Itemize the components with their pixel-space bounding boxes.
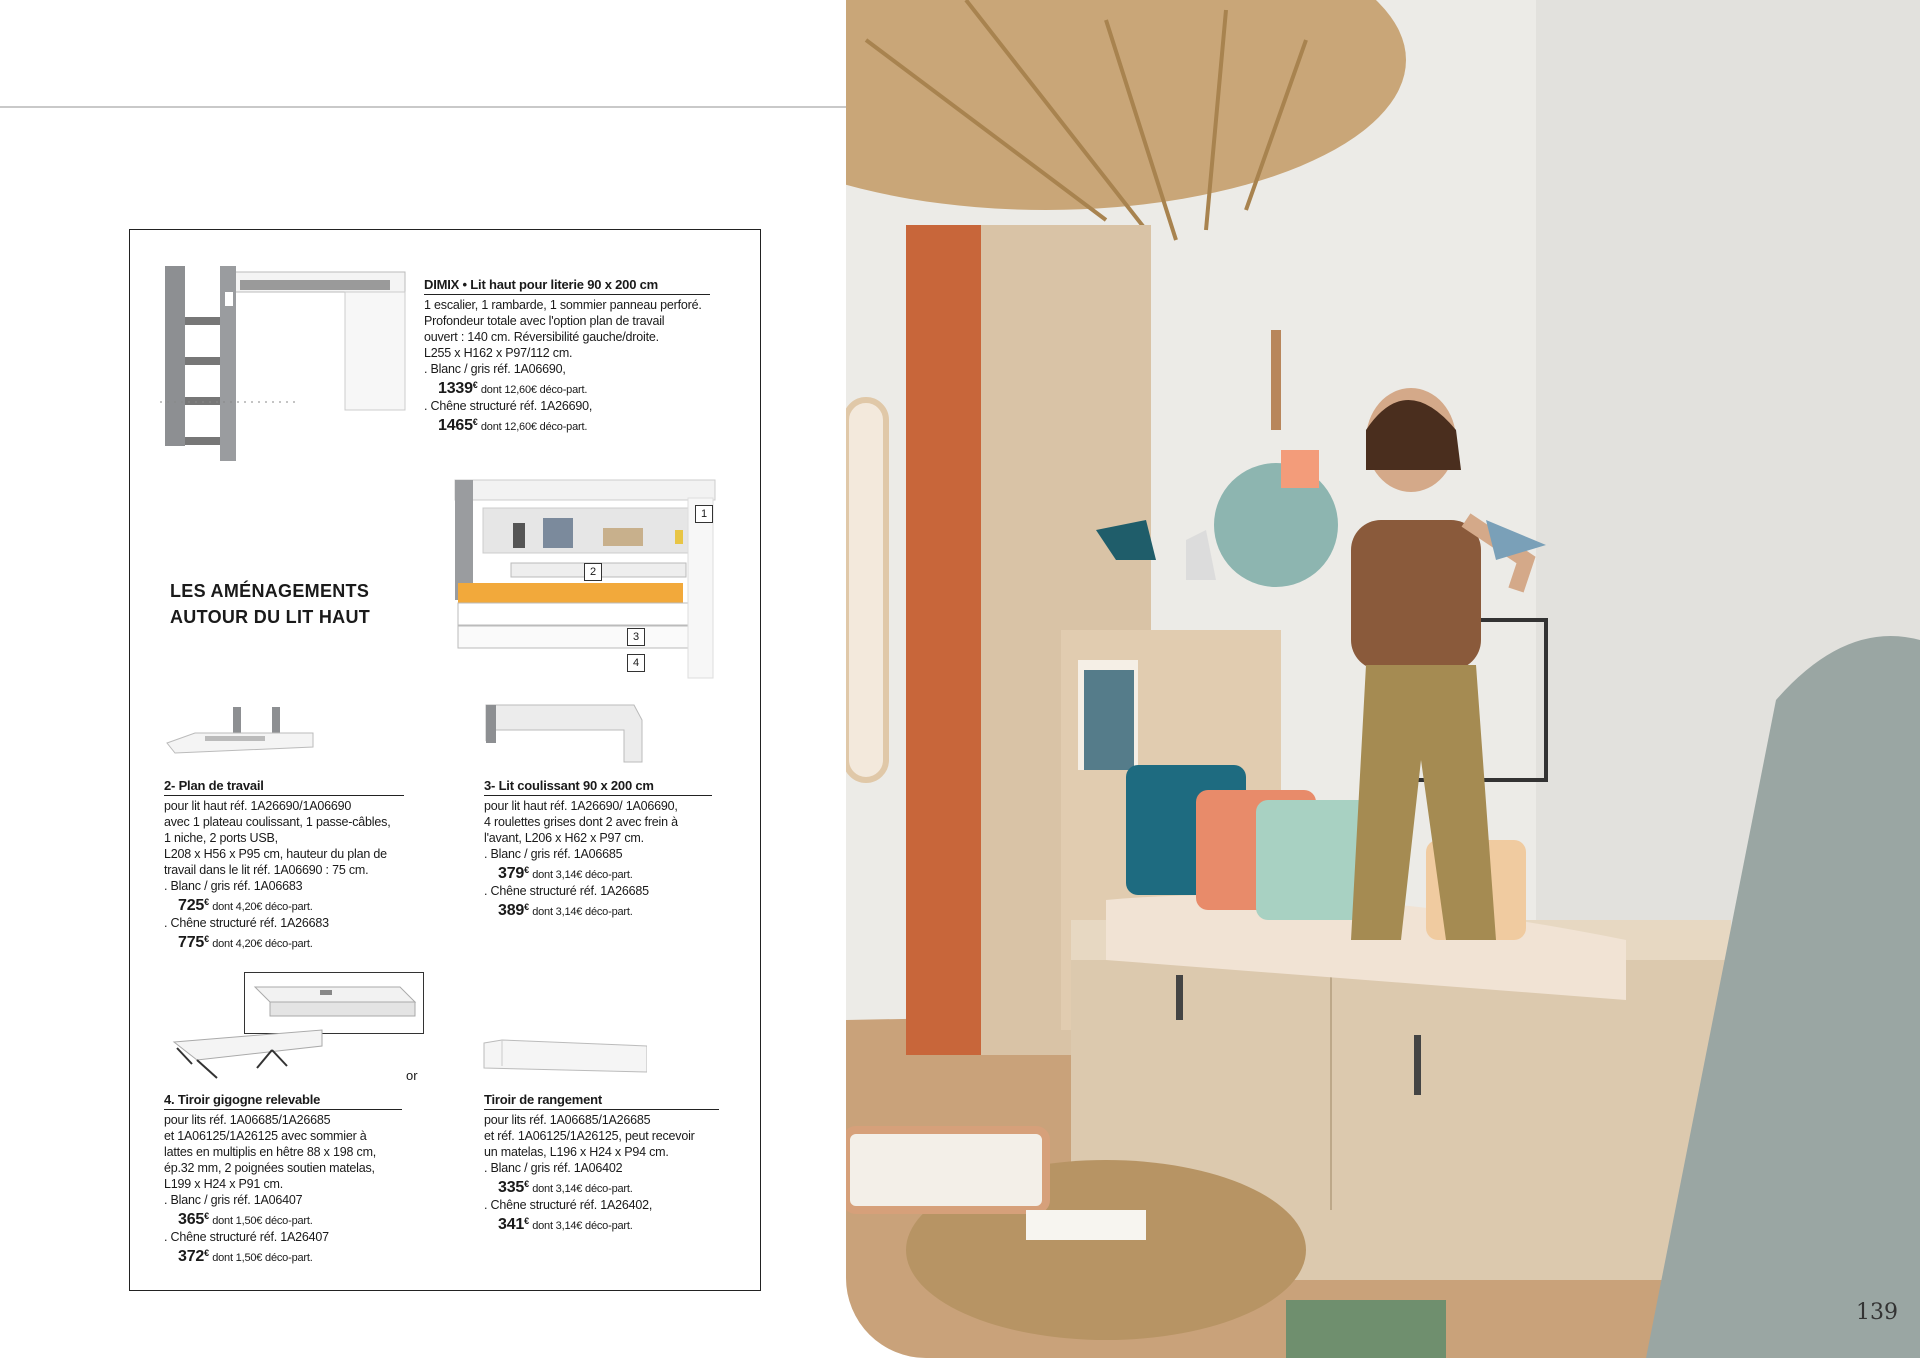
option-label: . Chêne structuré réf. 1A26683 bbox=[164, 916, 329, 931]
price: 1339 bbox=[438, 380, 473, 398]
option-label: . Blanc / gris réf. 1A06402 bbox=[484, 1161, 623, 1175]
price: 775 bbox=[178, 934, 205, 952]
storage-drawer-illustration bbox=[482, 1038, 647, 1078]
price: 341 bbox=[498, 1216, 525, 1234]
currency: € bbox=[524, 1179, 529, 1189]
product-tiroir-gigogne bbox=[164, 1092, 402, 1266]
trundle-bed-illustration bbox=[484, 700, 644, 765]
section-heading-line2: AUTOUR DU LIT HAUT bbox=[170, 607, 371, 627]
product-title: Tiroir de rangement bbox=[484, 1092, 719, 1110]
description-line: pour lit haut réf. 1A26690/1A06690 bbox=[164, 799, 352, 813]
eco-participation: dont 1,50€ déco-part. bbox=[212, 1252, 313, 1265]
price: 1465 bbox=[438, 417, 473, 435]
description-line: Profondeur totale avec l'option plan de travail bbox=[424, 314, 665, 328]
option-label: . Blanc / gris réf. 1A06683 bbox=[164, 879, 303, 893]
price-line bbox=[164, 931, 404, 952]
eco-participation: dont 3,14€ déco-part. bbox=[532, 869, 633, 882]
description-line: l'avant, L206 x H62 x P97 cm. bbox=[484, 831, 644, 845]
header-rule bbox=[0, 106, 846, 108]
description-line: L255 x H162 x P97/112 cm. bbox=[424, 346, 573, 360]
eco-participation: dont 12,60€ déco-part. bbox=[480, 421, 588, 434]
price-line bbox=[484, 1176, 719, 1197]
description-line: pour lit haut réf. 1A26690/ 1A06690, bbox=[484, 799, 678, 813]
eco-participation: dont 3,14€ déco-part. bbox=[532, 1220, 633, 1233]
callout-4: 4 bbox=[627, 654, 645, 672]
currency: € bbox=[524, 902, 529, 913]
description-line: et 1A06125/1A26125 avec sommier à bbox=[164, 1129, 367, 1143]
lifestyle-photo bbox=[846, 0, 1920, 1358]
product-dimix bbox=[424, 277, 710, 435]
currency: € bbox=[472, 417, 478, 428]
description-line: pour lits réf. 1A06685/1A26685 bbox=[484, 1113, 651, 1127]
description-line: ouvert : 140 cm. Réversibilité gauche/droite. bbox=[424, 330, 659, 344]
bedroom-scene bbox=[846, 0, 1920, 1358]
product-title: 2- Plan de travail bbox=[164, 778, 404, 796]
currency: € bbox=[204, 897, 209, 907]
option-label: . Chêne structuré réf. 1A26690, bbox=[424, 399, 593, 414]
or-label: or bbox=[406, 1068, 418, 1083]
description-line: L199 x H24 x P91 cm. bbox=[164, 1177, 283, 1191]
callout-1: 1 bbox=[695, 505, 713, 523]
option-label: . Blanc / gris réf. 1A06685 bbox=[484, 847, 623, 861]
price: 725 bbox=[178, 897, 205, 915]
currency: € bbox=[472, 380, 478, 390]
lifting-drawer-illustration bbox=[172, 1028, 327, 1083]
price: 365 bbox=[178, 1211, 205, 1229]
description-line: L208 x H56 x P95 cm, hauteur du plan de bbox=[164, 847, 387, 861]
price-line bbox=[484, 1213, 719, 1234]
description-line: pour lits réf. 1A06685/1A26685 bbox=[164, 1113, 331, 1127]
callout-2: 2 bbox=[584, 563, 602, 581]
price-line bbox=[484, 899, 712, 920]
description-line: un matelas, L196 x H24 x P94 cm. bbox=[484, 1145, 669, 1159]
description-line: 4 roulettes grises dont 2 avec frein à bbox=[484, 815, 678, 829]
option-label: . Chêne structuré réf. 1A26402, bbox=[484, 1198, 653, 1213]
price: 372 bbox=[178, 1248, 205, 1266]
currency: € bbox=[204, 1211, 209, 1221]
product-plan-de-travail bbox=[164, 778, 404, 952]
option-label: . Blanc / gris réf. 1A06690, bbox=[424, 362, 566, 376]
product-lit-coulissant bbox=[484, 778, 712, 920]
description-line: 1 niche, 2 ports USB, bbox=[164, 831, 278, 845]
price-line bbox=[164, 1245, 402, 1266]
eco-participation: dont 4,20€ déco-part. bbox=[212, 901, 313, 914]
callout-3: 3 bbox=[627, 628, 645, 646]
section-heading-line1: LES AMÉNAGEMENTS bbox=[170, 581, 370, 601]
option-label: . Chêne structuré réf. 1A26407 bbox=[164, 1230, 329, 1245]
description-line: et réf. 1A06125/1A26125, peut recevoir bbox=[484, 1129, 695, 1143]
description-line: lattes en multiplis en hêtre 88 x 198 cm, bbox=[164, 1145, 377, 1159]
description-line: travail dans le lit réf. 1A06690 : 75 cm. bbox=[164, 863, 369, 877]
desk-illustration bbox=[165, 705, 315, 760]
eco-participation: dont 3,14€ déco-part. bbox=[532, 1183, 633, 1196]
eco-participation: dont 3,14€ déco-part. bbox=[532, 906, 633, 919]
price-line bbox=[424, 414, 710, 435]
product-title: 3- Lit coulissant 90 x 200 cm bbox=[484, 778, 712, 796]
price: 335 bbox=[498, 1179, 525, 1197]
price-line bbox=[424, 377, 710, 398]
page-number: 139 bbox=[1856, 1300, 1898, 1325]
option-label: . Chêne structuré réf. 1A26685 bbox=[484, 884, 649, 899]
price: 379 bbox=[498, 865, 525, 883]
description-line: 1 escalier, 1 rambarde, 1 sommier panneau perforé. bbox=[424, 298, 702, 312]
product-title: DIMIX • Lit haut pour literie 90 x 200 cm bbox=[424, 277, 710, 295]
price: 389 bbox=[498, 902, 525, 920]
trundle-detail-illustration bbox=[250, 982, 418, 1026]
eco-participation: dont 1,50€ déco-part. bbox=[212, 1215, 313, 1228]
description-line: ép.32 mm, 2 poignées soutien matelas, bbox=[164, 1161, 375, 1175]
product-title: 4. Tiroir gigogne relevable bbox=[164, 1092, 402, 1110]
price-line bbox=[164, 894, 404, 915]
eco-participation: dont 4,20€ déco-part. bbox=[212, 938, 313, 951]
option-label: . Blanc / gris réf. 1A06407 bbox=[164, 1193, 303, 1207]
description-line: avec 1 plateau coulissant, 1 passe-câbles, bbox=[164, 815, 391, 829]
currency: € bbox=[204, 934, 209, 945]
price-line bbox=[164, 1208, 402, 1229]
loft-bed-illustration bbox=[160, 262, 410, 467]
currency: € bbox=[524, 865, 529, 875]
currency: € bbox=[524, 1216, 529, 1227]
currency: € bbox=[204, 1248, 209, 1259]
eco-participation: dont 12,60€ déco-part. bbox=[480, 384, 588, 397]
price-line bbox=[484, 862, 712, 883]
section-heading bbox=[170, 578, 370, 630]
product-tiroir-rangement bbox=[484, 1092, 719, 1234]
